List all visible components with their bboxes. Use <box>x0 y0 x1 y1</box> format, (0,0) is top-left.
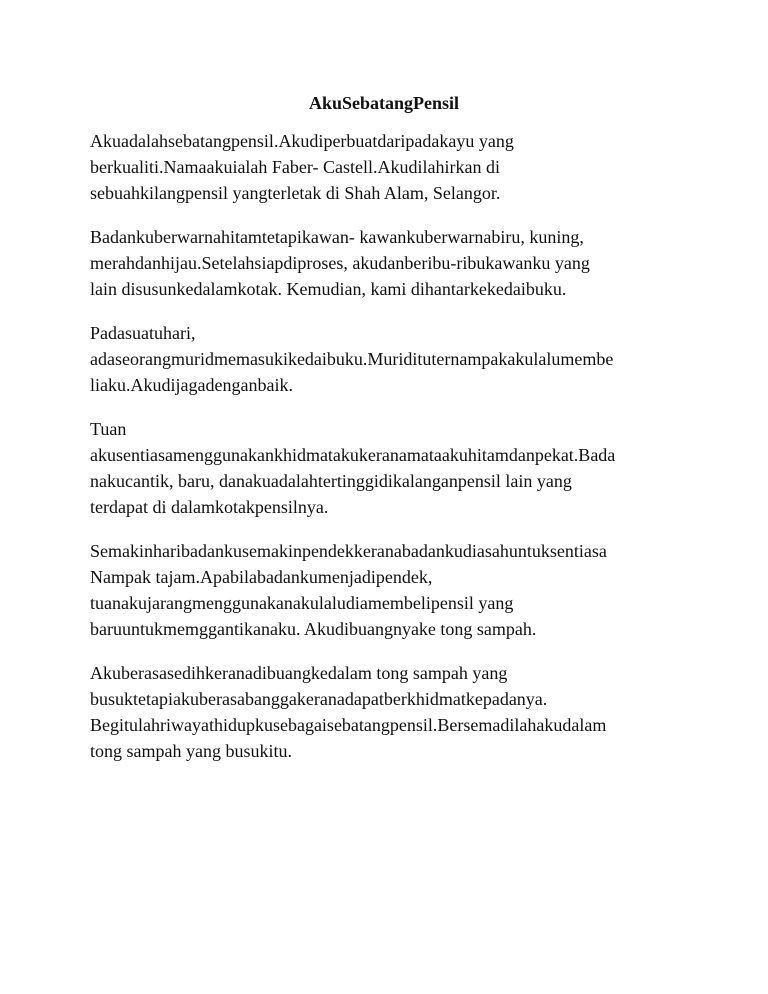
text-line: liaku.Akudijagadenganbaik. <box>90 375 293 395</box>
document-title: AkuSebatangPensil <box>308 93 460 113</box>
text-line: merahdanhijau.Setelahsiapdiproses, akudanberibu-ribukawanku yang <box>90 253 590 273</box>
text-line: lain disusunkedalamkotak. Kemudian, kami dihantarkekedaibuku. <box>90 279 567 299</box>
text-line: akusentiasamenggunakankhidmatakukeranamataakuhitamdanpekat.Bada <box>90 445 616 465</box>
text-line: Badankuberwarnahitamtetapikawan- kawankuberwarnabiru, kuning, <box>90 227 584 247</box>
text-line: Tuan <box>90 419 127 439</box>
paragraph-3 <box>90 320 690 398</box>
paragraph-6 <box>90 660 690 764</box>
text-line: tuanakujarangmenggunakanakulaludiamembelipensil yang <box>90 593 514 613</box>
text-line: Akuberasasedihkeranadibuangkedalam tong sampah yang <box>90 663 508 683</box>
text-line: tong sampah yang busukitu. <box>90 741 292 761</box>
text-line: Begitulahriwayathidupkusebagaisebatangpensil.Bersemadilahakudalam <box>90 715 607 735</box>
document-body <box>90 128 690 782</box>
paragraph-2 <box>90 224 690 302</box>
text-line: Padasuatuhari, <box>90 323 196 343</box>
paragraph-5 <box>90 538 690 642</box>
text-line: baruuntukmemggantikanaku. Akudibuangnyake tong sampah. <box>90 619 537 639</box>
text-line: adaseorangmuridmemasukikedaibuku.Muridituternampakakulalumembe <box>90 349 614 369</box>
text-line: Semakinharibadankusemakinpendekkeranabadankudiasahuntuksentiasa <box>90 541 607 561</box>
text-line: busuktetapiakuberasabanggakeranadapatberkhidmatkepadanya. <box>90 689 548 709</box>
text-line: nakucantik, baru, danakuadalahtertinggidikalanganpensil lain yang <box>90 471 572 491</box>
text-line: Akuadalahsebatangpensil.Akudiperbuatdaripadakayu yang <box>90 131 514 151</box>
paragraph-1 <box>90 128 690 206</box>
text-line: sebuahkilangpensil yangterletak di Shah Alam, Selangor. <box>90 183 501 203</box>
paragraph-4 <box>90 416 690 520</box>
text-line: Nampak tajam.Apabilabadankumenjadipendek, <box>90 567 433 587</box>
text-line: berkualiti.Namaakuialah Faber- Castell.Akudilahirkan di <box>90 157 501 177</box>
text-line: terdapat di dalamkotakpensilnya. <box>90 497 329 517</box>
